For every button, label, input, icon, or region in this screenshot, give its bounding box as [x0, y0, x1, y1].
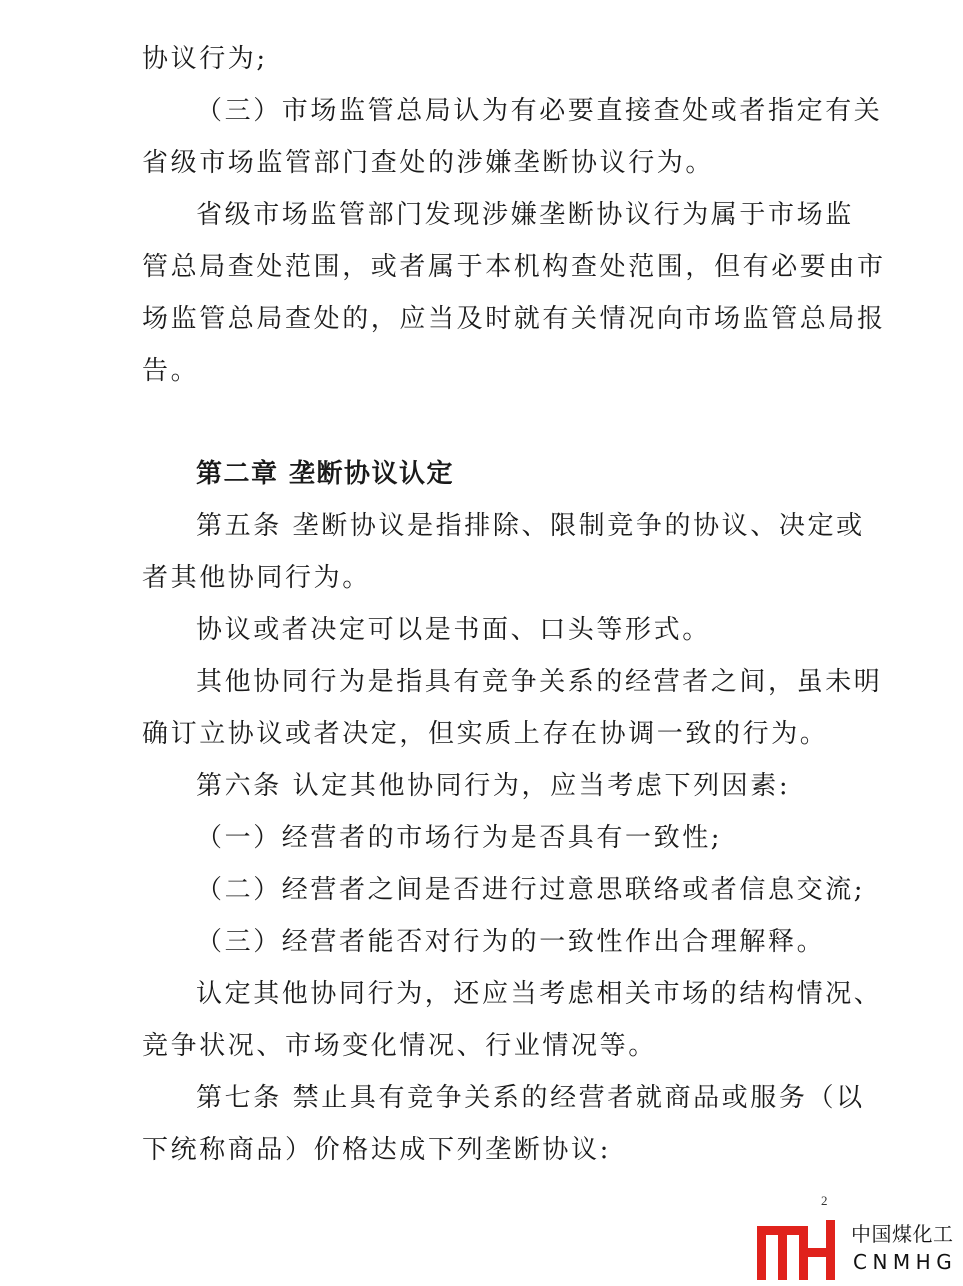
- paragraph-line: 确订立协议或者决定，但实质上存在协调一致的行为。: [142, 719, 829, 749]
- paragraph-line: 其他协同行为是指具有竞争关系的经营者之间，虽未明: [196, 667, 883, 697]
- paragraph-line: 协议行为;: [142, 44, 268, 74]
- page-number: 2: [821, 1193, 828, 1208]
- logo-name-en: CNMHG: [853, 1250, 958, 1274]
- paragraph-line: 认定其他协同行为，还应当考虑相关市场的结构情况、: [196, 979, 883, 1009]
- paragraph-line: 下统称商品）价格达成下列垄断协议:: [142, 1135, 611, 1165]
- paragraph-line: 管总局查处范围，或者属于本机构查处范围，但有必要由市: [142, 252, 886, 282]
- paragraph-line: 第六条 认定其他协同行为，应当考虑下列因素:: [196, 771, 791, 801]
- paragraph-line: 告。: [142, 356, 200, 386]
- logo-name-cn: 中国煤化工: [851, 1222, 954, 1246]
- paragraph-line: 省级市场监管部门查处的涉嫌垄断协议行为。: [142, 148, 715, 178]
- paragraph-line: 第七条 禁止具有竞争关系的经营者就商品或服务（以: [196, 1083, 865, 1113]
- paragraph-line: 者其他协同行为。: [142, 563, 371, 593]
- paragraph-line: 场监管总局查处的，应当及时就有关情况向市场监管总局报: [142, 304, 886, 334]
- paragraph-line: 第五条 垄断协议是指排除、限制竞争的协议、决定或: [196, 511, 865, 541]
- chapter-heading: 第二章 垄断协议认定: [196, 459, 455, 489]
- paragraph-line: （三）市场监管总局认为有必要直接查处或者指定有关: [196, 96, 883, 126]
- paragraph-line: 竞争状况、市场变化情况、行业情况等。: [142, 1031, 657, 1061]
- paragraph-line: 省级市场监管部门发现涉嫌垄断协议行为属于市场监: [196, 200, 854, 230]
- watermark-logo: [757, 1218, 962, 1284]
- paragraph-line: （三）经营者能否对行为的一致性作出合理解释。: [196, 927, 826, 957]
- paragraph-line: （一）经营者的市场行为是否具有一致性;: [196, 823, 723, 853]
- paragraph-line: （二）经营者之间是否进行过意思联络或者信息交流;: [196, 875, 866, 905]
- logo-mark-icon: [757, 1220, 843, 1282]
- paragraph-line: 协议或者决定可以是书面、口头等形式。: [196, 615, 711, 645]
